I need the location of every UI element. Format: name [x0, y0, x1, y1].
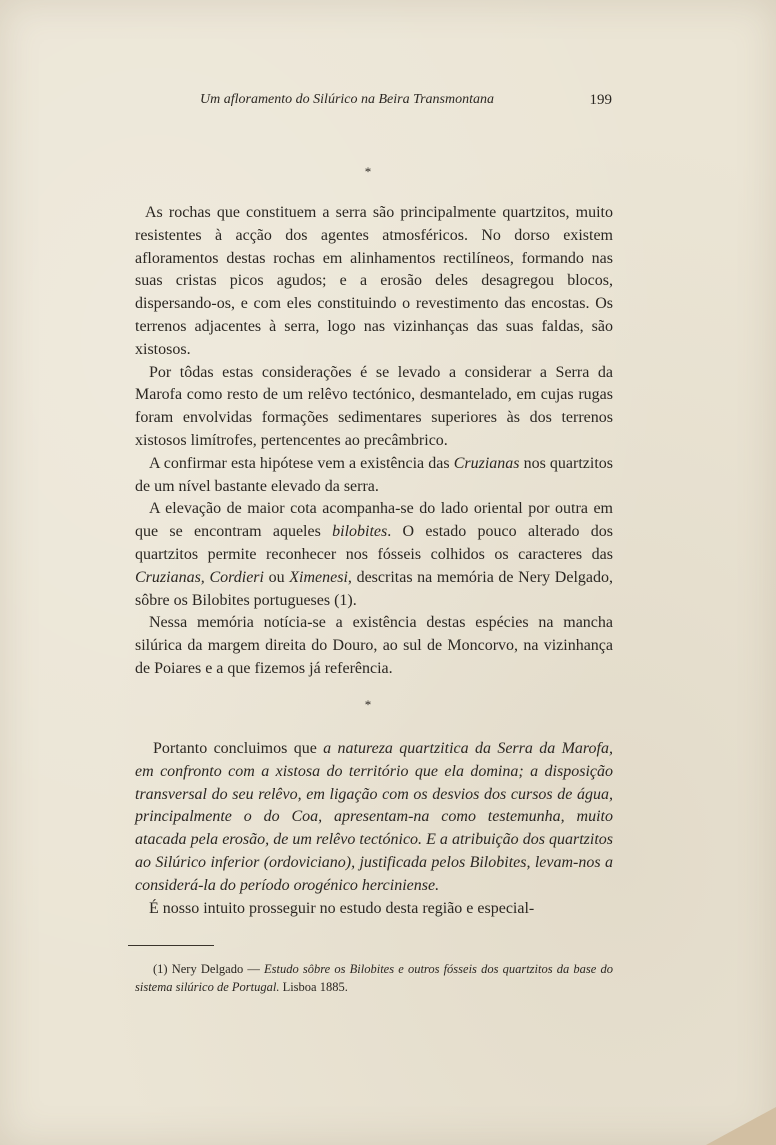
page-number: 199: [589, 92, 612, 108]
paragraph: [135, 498, 613, 612]
page-corner-fold: [706, 1107, 776, 1145]
text-run: A elevação de maior cota acompanha-se do lado oriental por outra em que se encontram aqueles: [135, 500, 613, 541]
italic-term: Ximenesi: [289, 568, 348, 586]
paragraph: Nessa memória notícia-se a existência destas espécies na mancha silúrica da margem direita do Douro, ao sul de Moncorvo, na vizinhança de Poiares e a que fizemos já referência.: [135, 614, 613, 677]
italic-term: Cruzianas: [453, 454, 520, 472]
paragraph: As rochas que constituem a serra são principalmente quartzitos, muito resistentes à acção dos agentes atmosféricos. No dorso existem afloramentos destas rochas em alinhamentos rectilíneos, formando nas suas cristas picos agudos; e a erosão deles desagregou blocos, dispersando-os, e com eles constituindo o revestimento das encostas. Os terrenos adjacentes à serra, logo nas vizinhanças das suas faldas, são xistosos.: [135, 204, 613, 358]
footnote-rule: [128, 945, 214, 946]
italic-conclusion: a natureza quartzitica da Serra da Marofa, em confronto com a xistosa do território que ela domina; a disposição transversal do seu relêvo, em ligação com os desvios dos cursos de água, principalmente o do Coa, apresentam-na como testemunha, muito atacada pela erosão, de um relêvo tectónico. E a atribuição dos quartzitos ao Silúrico inferior (ordoviciano), justificada pelos Bilobites, levam-nos a considerá-la do período orogénico herciniense.: [135, 740, 613, 894]
paragraph: [135, 453, 613, 499]
paragraph: É nosso intuito prosseguir no estudo desta região e especial-: [149, 899, 535, 917]
text-run: . O estado pouco alterado dos quartzitos permite reconhecer nos fósseis colhidos os caracteres das: [135, 523, 613, 563]
text-run: nos quartzitos de um nível bastante elevado da serra.: [135, 454, 614, 495]
text-run: (1) Nery Delgado —: [153, 962, 265, 976]
section-separator-2: *: [364, 697, 372, 712]
section-2-text: [135, 738, 613, 920]
text-run: A confirmar esta hipótese vem a existência das: [149, 454, 454, 472]
paragraph: Por tôdas estas considerações é se levado a considerar a Serra da Marofa como resto de um relêvo tectónico, desmantelado, em cujas rugas foram envolvidas formações sedimentares superiores às dos terrenos xistosos limítrofes, pertencentes ao precâmbrico.: [135, 363, 613, 449]
italic-title: Estudo sôbre os Bilobites e outros fósseis dos quartzitos da base do sistema silúrico de Portugal.: [135, 962, 613, 994]
italic-term: bilobites: [332, 523, 388, 541]
footnote-text: [135, 960, 613, 996]
text-run: Lisboa 1885.: [279, 980, 348, 994]
footnote: [135, 960, 613, 996]
text-run: ou: [263, 568, 290, 586]
text-run: Portanto concluimos que: [153, 740, 324, 757]
paragraph: [135, 738, 613, 898]
running-title: Um afloramento do Silúrico na Beira Transmontana: [200, 92, 495, 107]
italic-term: Cruzianas, Cordieri: [135, 568, 264, 586]
running-header: [200, 92, 612, 112]
text-run: , descritas na memória de Nery Delgado, sôbre os Bilobites portugueses (1).: [135, 568, 614, 609]
section-separator-1: *: [364, 164, 372, 179]
section-1-text: [135, 202, 613, 681]
